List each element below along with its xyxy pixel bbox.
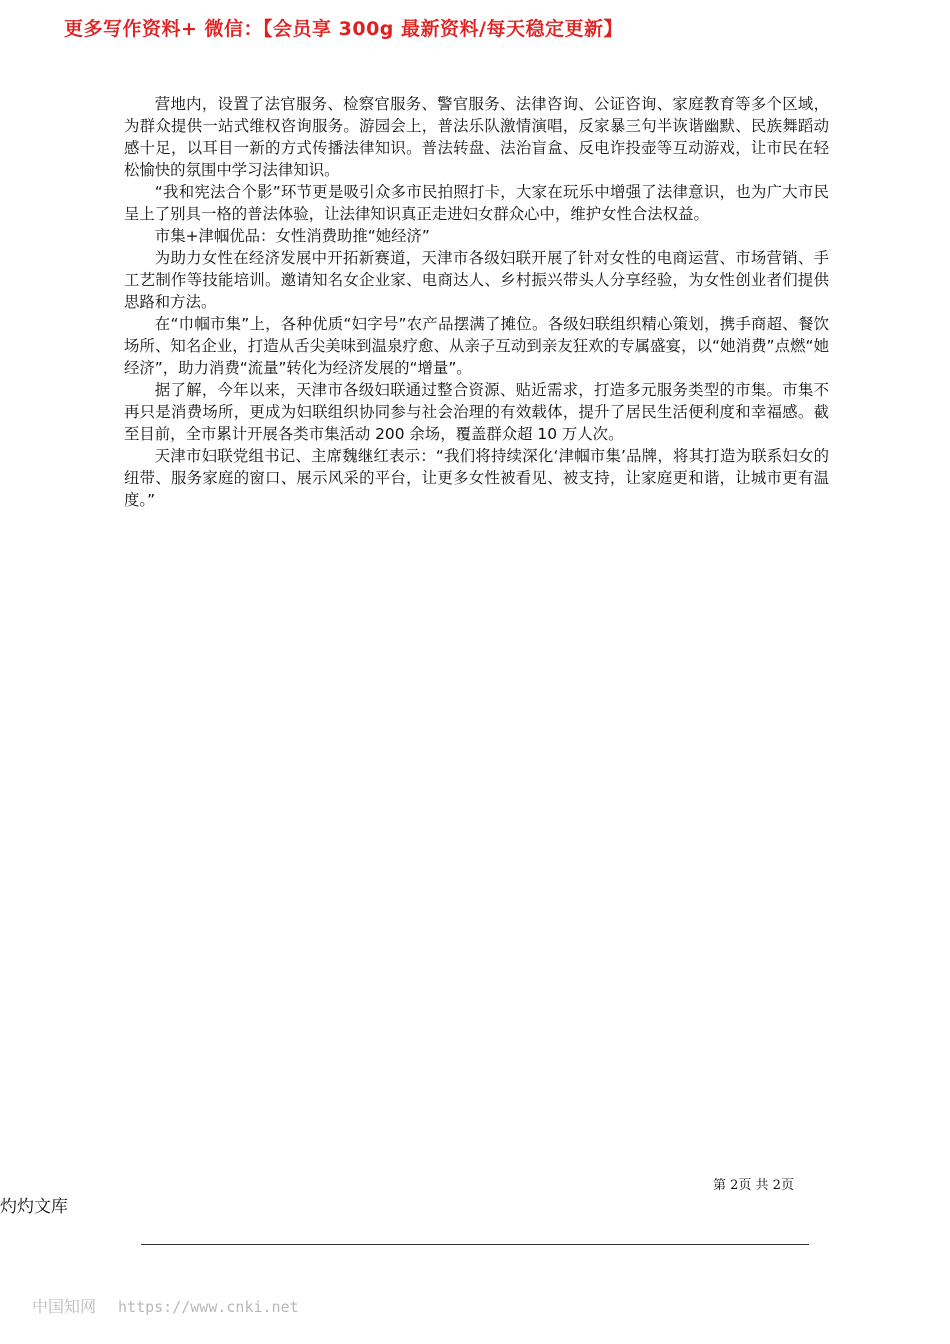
article-paragraph: 天津市妇联党组书记、主席魏继红表示：“我们将持续深化‘津帼市集’品牌，将其打造为联系妇女的纽带、服务家庭的窗口、展示风采的平台，让更多女性被看见、被支持，让家庭更和谐，让城市更有温度。” [124, 447, 829, 509]
article-paragraph: 据了解，今年以来，天津市各级妇联通过整合资源、贴近需求，打造多元服务类型的市集。市集不再只是消费场所，更成为妇联组织协同参与社会治理的有效载体，提升了居民生活便利度和幸福感。截至目前，全市累计开展各类市集活动 200 余场，覆盖群众超 10 万人次。 [124, 381, 829, 443]
article-paragraph: 在“巾帼市集”上，各种优质“妇字号”农产品摆满了摊位。各级妇联组织精心策划，携手商超、餐饮场所、知名企业，打造从舌尖美味到温泉疗愈、从亲子互动到亲友狂欢的专属盛宴，以“她消费”点燃“她经济”，助力消费“流量”转化为经济发展的“增量”。 [124, 315, 829, 377]
cnki-watermark [32, 1294, 299, 1317]
section-heading: 市集+津帼优品：女性消费助推“她经济” [154, 227, 430, 245]
watermark-url: https://www.cnki.net [118, 1298, 299, 1316]
promo-banner: 更多写作资料+ 微信：【会员享 300g 最新资料/每天稳定更新】 [64, 18, 623, 40]
page-number: 第 2页 共 2页 [713, 1178, 794, 1193]
article-paragraph: “我和宪法合个影”环节更是吸引众多市民拍照打卡，大家在玩乐中增强了法律意识，也为广大市民呈上了别具一格的普法体验，让法律知识真正走进妇女群众心中，维护女性合法权益。 [124, 183, 829, 223]
article-paragraph: 为助力女性在经济发展中开拓新赛道，天津市各级妇联开展了针对女性的电商运营、市场营销、手工艺制作等技能培训。邀请知名女企业家、电商达人、乡村振兴带头人分享经验，为女性创业者们提供思路和方法。 [124, 249, 829, 311]
footer-divider [141, 1244, 809, 1245]
article-body [124, 93, 829, 511]
library-name: 灼灼文库 [0, 1197, 68, 1217]
watermark-name: 中国知网 [32, 1297, 97, 1316]
article-paragraph: 营地内，设置了法官服务、检察官服务、警官服务、法律咨询、公证咨询、家庭教育等多个区域，为群众提供一站式维权咨询服务。游园会上，普法乐队激情演唱，反家暴三句半诙谐幽默、民族舞蹈动感十足，以耳目一新的方式传播法律知识。普法转盘、法治盲盒、反电诈投壶等互动游戏，让市民在轻松愉快的氛围中学习法律知识。 [124, 95, 829, 179]
